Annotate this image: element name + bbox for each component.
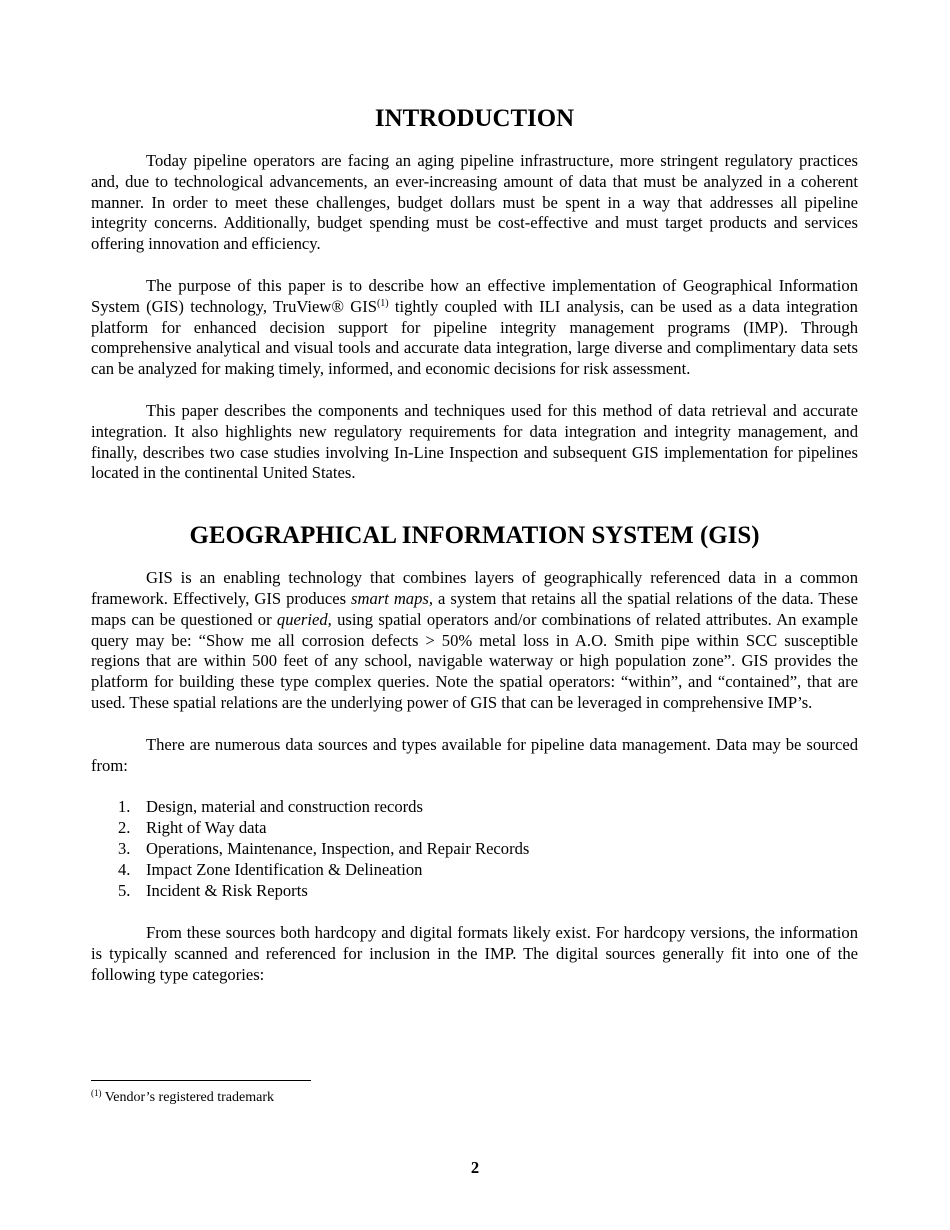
list-item (91, 818, 858, 839)
footnote-reference: (1) (376, 297, 389, 309)
introduction-heading: INTRODUCTION (374, 105, 575, 132)
list-item (91, 839, 858, 860)
list-item (91, 797, 858, 818)
footnote-text: Vendor’s registered trademark (101, 1090, 274, 1105)
list-text: Operations, Maintenance, Inspection, and Repair Records (146, 839, 530, 859)
paragraph-text: tightly coupled with ILI analysis, can be used as a data integration platform for enhanced decision support for pipeline integrity management programs (IMP). Through comprehensive analytical and visual tools and accurate data integration, large diverse and complimentary data sets can be analyzed for making timely, informed, and economic decisions for risk assessment. (91, 296, 858, 379)
list-number: 3. (118, 839, 131, 859)
emphasis-queried: queried, (276, 609, 332, 629)
list-text: Design, material and construction records (146, 797, 423, 817)
introduction-paragraph-3: This paper describes the components and techniques used for this method of data retrieval and accurate integration. It also highlights new regulatory requirements for data integration and integrity management, and finally, describes two case studies involving In-Line Inspection and subsequent GIS implementation for pipelines located in the continental United States. (91, 400, 858, 483)
list-text: Impact Zone Identification & Delineation (146, 860, 423, 880)
emphasis-smart-maps: smart maps, (351, 588, 434, 608)
footnote-marker: (1) (91, 1088, 102, 1098)
data-sources-list (91, 797, 858, 902)
list-text: Right of Way data (146, 818, 267, 838)
list-number: 4. (118, 860, 131, 880)
list-item (91, 881, 858, 902)
gis-paragraph-3: From these sources both hardcopy and digital formats likely exist. For hardcopy versions, the information is typically scanned and referenced for inclusion in the IMP. The digital sources generally fit into one of the following type categories: (91, 923, 858, 984)
introduction-paragraph-1: Today pipeline operators are facing an aging pipeline infrastructure, more stringent regulatory practices and, due to technological advancements, an ever-increasing amount of data that must be analyzed in a coherent manner. In order to meet these challenges, budget dollars must be spent in a way that addresses all pipeline integrity concerns. Additionally, budget spending must be cost-effective and must target products and services offering innovation and efficiency. (91, 151, 858, 254)
paragraph-text: using spatial operators and/or combinations of related attributes. An example query may be: “Show me all corrosion defects > 50% metal loss in A.O. Smith pipe within SCC susceptible regions that are within 500 feet of any school, navigable waterway or high population zone”. GIS provides the platform for building these type complex queries. Note the spatial operators: “within”, and “contained”, that are used. These spatial relations are the underlying power of GIS that can be leveraged in comprehensive IMP’s. (91, 609, 858, 712)
page-number: 2 (470, 1158, 480, 1177)
footnote-divider (91, 1080, 311, 1081)
paragraph-text: The purpose of this paper is to describe how an effective implementation of Geographical Information System (GIS) technology, TruView® GIS (91, 275, 858, 316)
paragraph-text: a system that retains all the spatial relations of the data. These maps can be questioned or (91, 588, 858, 629)
list-text: Incident & Risk Reports (146, 881, 308, 901)
list-number: 1. (118, 797, 131, 817)
gis-paragraph-1 (91, 568, 858, 714)
footnote (91, 1089, 274, 1107)
list-number: 5. (118, 881, 131, 901)
introduction-paragraph-2 (91, 276, 858, 380)
page-body (91, 105, 858, 986)
gis-paragraph-2: There are numerous data sources and types available for pipeline data management. Data may be sourced from: (91, 734, 858, 775)
list-number: 2. (118, 818, 131, 838)
list-item (91, 860, 858, 881)
paragraph-text: GIS is an enabling technology that combines layers of geographically referenced data in a common framework. Effectively, GIS produces (91, 568, 858, 608)
gis-heading: GEOGRAPHICAL INFORMATION SYSTEM (GIS) (189, 522, 760, 550)
